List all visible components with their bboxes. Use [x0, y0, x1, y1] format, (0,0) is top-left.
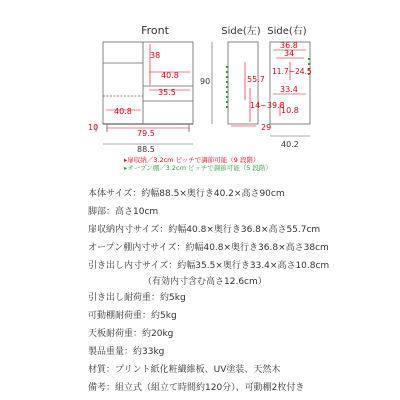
front-view-label: Front — [141, 24, 169, 37]
side-right-drawer-dim: 33.4 — [280, 85, 298, 94]
height-dim: 90 — [200, 77, 211, 86]
furniture-dimension-diagram — [0, 0, 400, 180]
spec-top-load: 天板耐荷重：約20kg — [88, 329, 174, 339]
spec-drawer-inner: 引き出し内寸サイズ：約幅35.5×奥行き33.4×高さ10.8cm — [88, 261, 330, 271]
spec-drawer-load: 引き出し耐荷重：約5kg — [88, 293, 186, 303]
spec-weight: 製品重量：約33kg — [88, 347, 165, 357]
side-right-outer-dim: 36.8 — [280, 41, 298, 50]
side-left-dim-lines — [231, 62, 256, 126]
front-drawer-dim: 40.8 — [161, 71, 179, 80]
spec-body-size: 本体サイズ：約幅88.5×奥行き40.2×高さ90cm — [88, 189, 285, 199]
side-left-shelf-dim: 14~39.8 — [250, 101, 285, 110]
side-right-drawer-h-dim: 10.8 — [281, 106, 299, 115]
leg-height-dim: 10 — [88, 123, 99, 132]
spec-remarks: 備考：組立式（組立て時間約120分）、可動棚2枚付き — [88, 383, 305, 393]
spec-material: 材質：プリント紙化粧繊維板、UV塗装、天然木 — [88, 365, 281, 375]
side-left-inner-dim: 55.7 — [247, 75, 265, 84]
front-width-dim: 88.5 — [137, 145, 155, 154]
side-right-adjust-dim: 11.7~24.5 — [272, 67, 312, 76]
legend-green — [124, 164, 272, 172]
spec-open-inner: オープン棚内寸サイズ：約幅40.8×奥行き36.8×高さ38cm — [88, 243, 329, 253]
front-left-width-dim: 40.8 — [114, 107, 132, 116]
legend-green-text: ▸オープン棚／3.2cm ピッチで調節可能（5 段階） — [124, 164, 272, 172]
spec-drawer-note: （有効内寸含む高さ12.6cm） — [143, 277, 267, 287]
side-right-depth-dim: 40.2 — [281, 140, 299, 149]
front-inner-width-dim: 79.5 — [137, 129, 155, 138]
front-top-dim: 38 — [150, 51, 161, 60]
legend-red-text: ▸扉収納／3.2cm ピッチで調節可能（9 段階） — [124, 156, 260, 164]
side-right-view-label: Side(右) — [267, 26, 307, 37]
front-drawer2-dim: 35.5 — [158, 88, 176, 97]
spec-shelf-load: 可動棚耐荷重：約5kg — [88, 311, 177, 321]
side-right-inner-dim: 34 — [284, 49, 295, 58]
front-view-drawing — [103, 42, 193, 132]
side-left-green-marks — [226, 66, 228, 108]
side-left-view-label: Side(左) — [221, 26, 261, 37]
spec-door-inner: 扉収納内寸サイズ：約幅40.8×奥行き36.8×高さ55.7cm — [88, 225, 321, 235]
legend-red — [124, 156, 260, 164]
side-left-depth-dim: 29 — [261, 123, 272, 132]
spec-leg: 脚部：高さ10cm — [88, 207, 159, 217]
